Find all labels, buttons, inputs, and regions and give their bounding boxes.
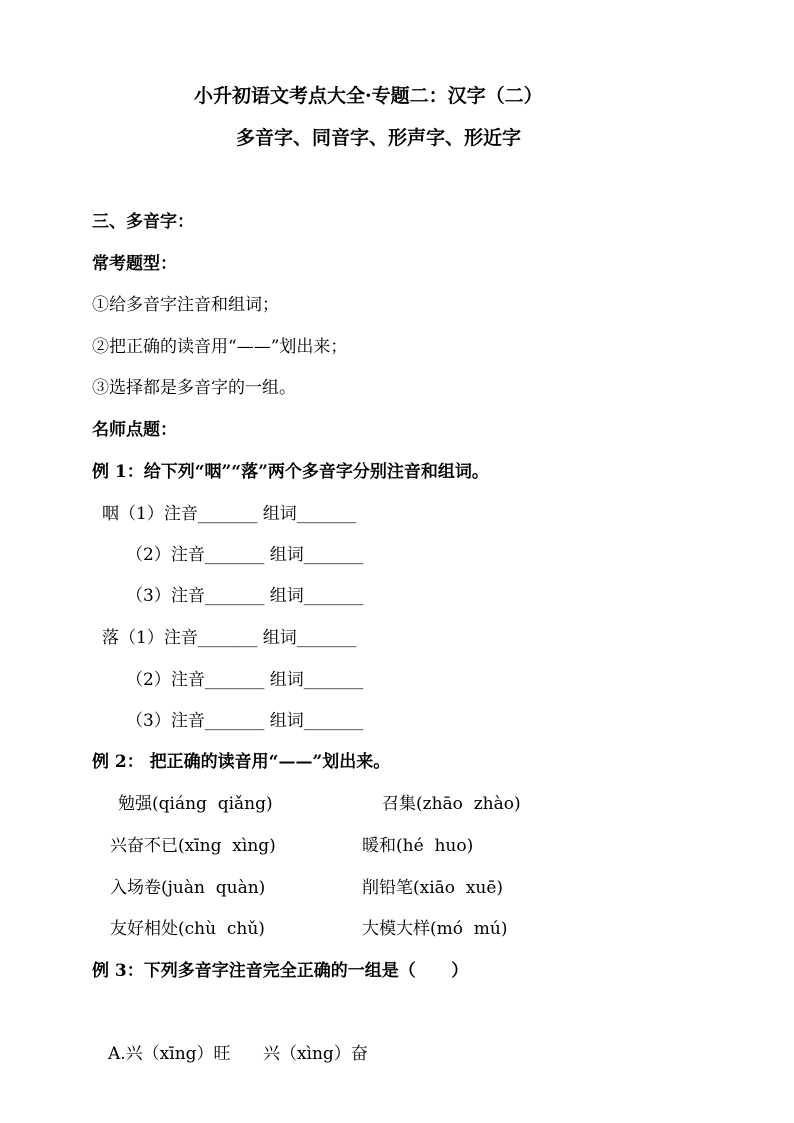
teacher-tips-label: 名师点题： — [92, 420, 177, 440]
example-2-item: 勉强(qiáng qiǎng) — [118, 794, 273, 814]
example-3-prompt: 例 3：下列多音字注音完全正确的一组是（ ） — [92, 961, 469, 981]
question-type-item: ②把正确的读音用“——”划出来； — [92, 337, 348, 357]
question-type-item: ①给多音字注音和组词； — [92, 295, 279, 315]
question-type-item: ③选择都是多音字的一组。 — [92, 378, 296, 398]
example-3-option-a: A.兴（xīng）旺 兴（xìng）奋 — [108, 1044, 368, 1064]
example-2-item: 削铅笔(xiāo xuē) — [362, 878, 504, 898]
page-subtitle: 多音字、同音字、形声字、形近字 — [236, 127, 522, 149]
example-1-row: （2）注音_______ 组词_______ — [126, 670, 364, 690]
example-2-item: 友好相处(chù chǔ) — [110, 919, 265, 939]
example-1-row: （3）注音_______ 组词_______ — [126, 586, 364, 606]
example-1-row: （2）注音_______ 组词_______ — [126, 545, 364, 565]
example-1-prompt: 例 1：给下列“咽”“落”两个多音字分别注音和组词。 — [92, 462, 489, 482]
example-2-item: 召集(zhāo zhào) — [382, 794, 521, 814]
section-heading: 三、多音字： — [92, 212, 194, 232]
example-2-item: 兴奋不已(xīng xìng) — [110, 836, 276, 856]
example-1-row: 咽（1）注音_______ 组词_______ — [102, 504, 357, 524]
example-2-item: 入场卷(juàn quàn) — [110, 878, 266, 898]
page-title: 小升初语文考点大全·专题二：汉字（二） — [194, 85, 543, 107]
example-2-item: 暖和(hé huo) — [362, 836, 474, 856]
example-1-row: （3）注音_______ 组词_______ — [126, 711, 364, 731]
example-2-prompt: 例 2： 把正确的读音用“——”划出来。 — [92, 752, 391, 772]
example-1-row: 落（1）注音_______ 组词_______ — [102, 628, 357, 648]
example-2-item: 大模大样(mó mú) — [362, 919, 508, 939]
question-types-label: 常考题型： — [92, 254, 177, 274]
